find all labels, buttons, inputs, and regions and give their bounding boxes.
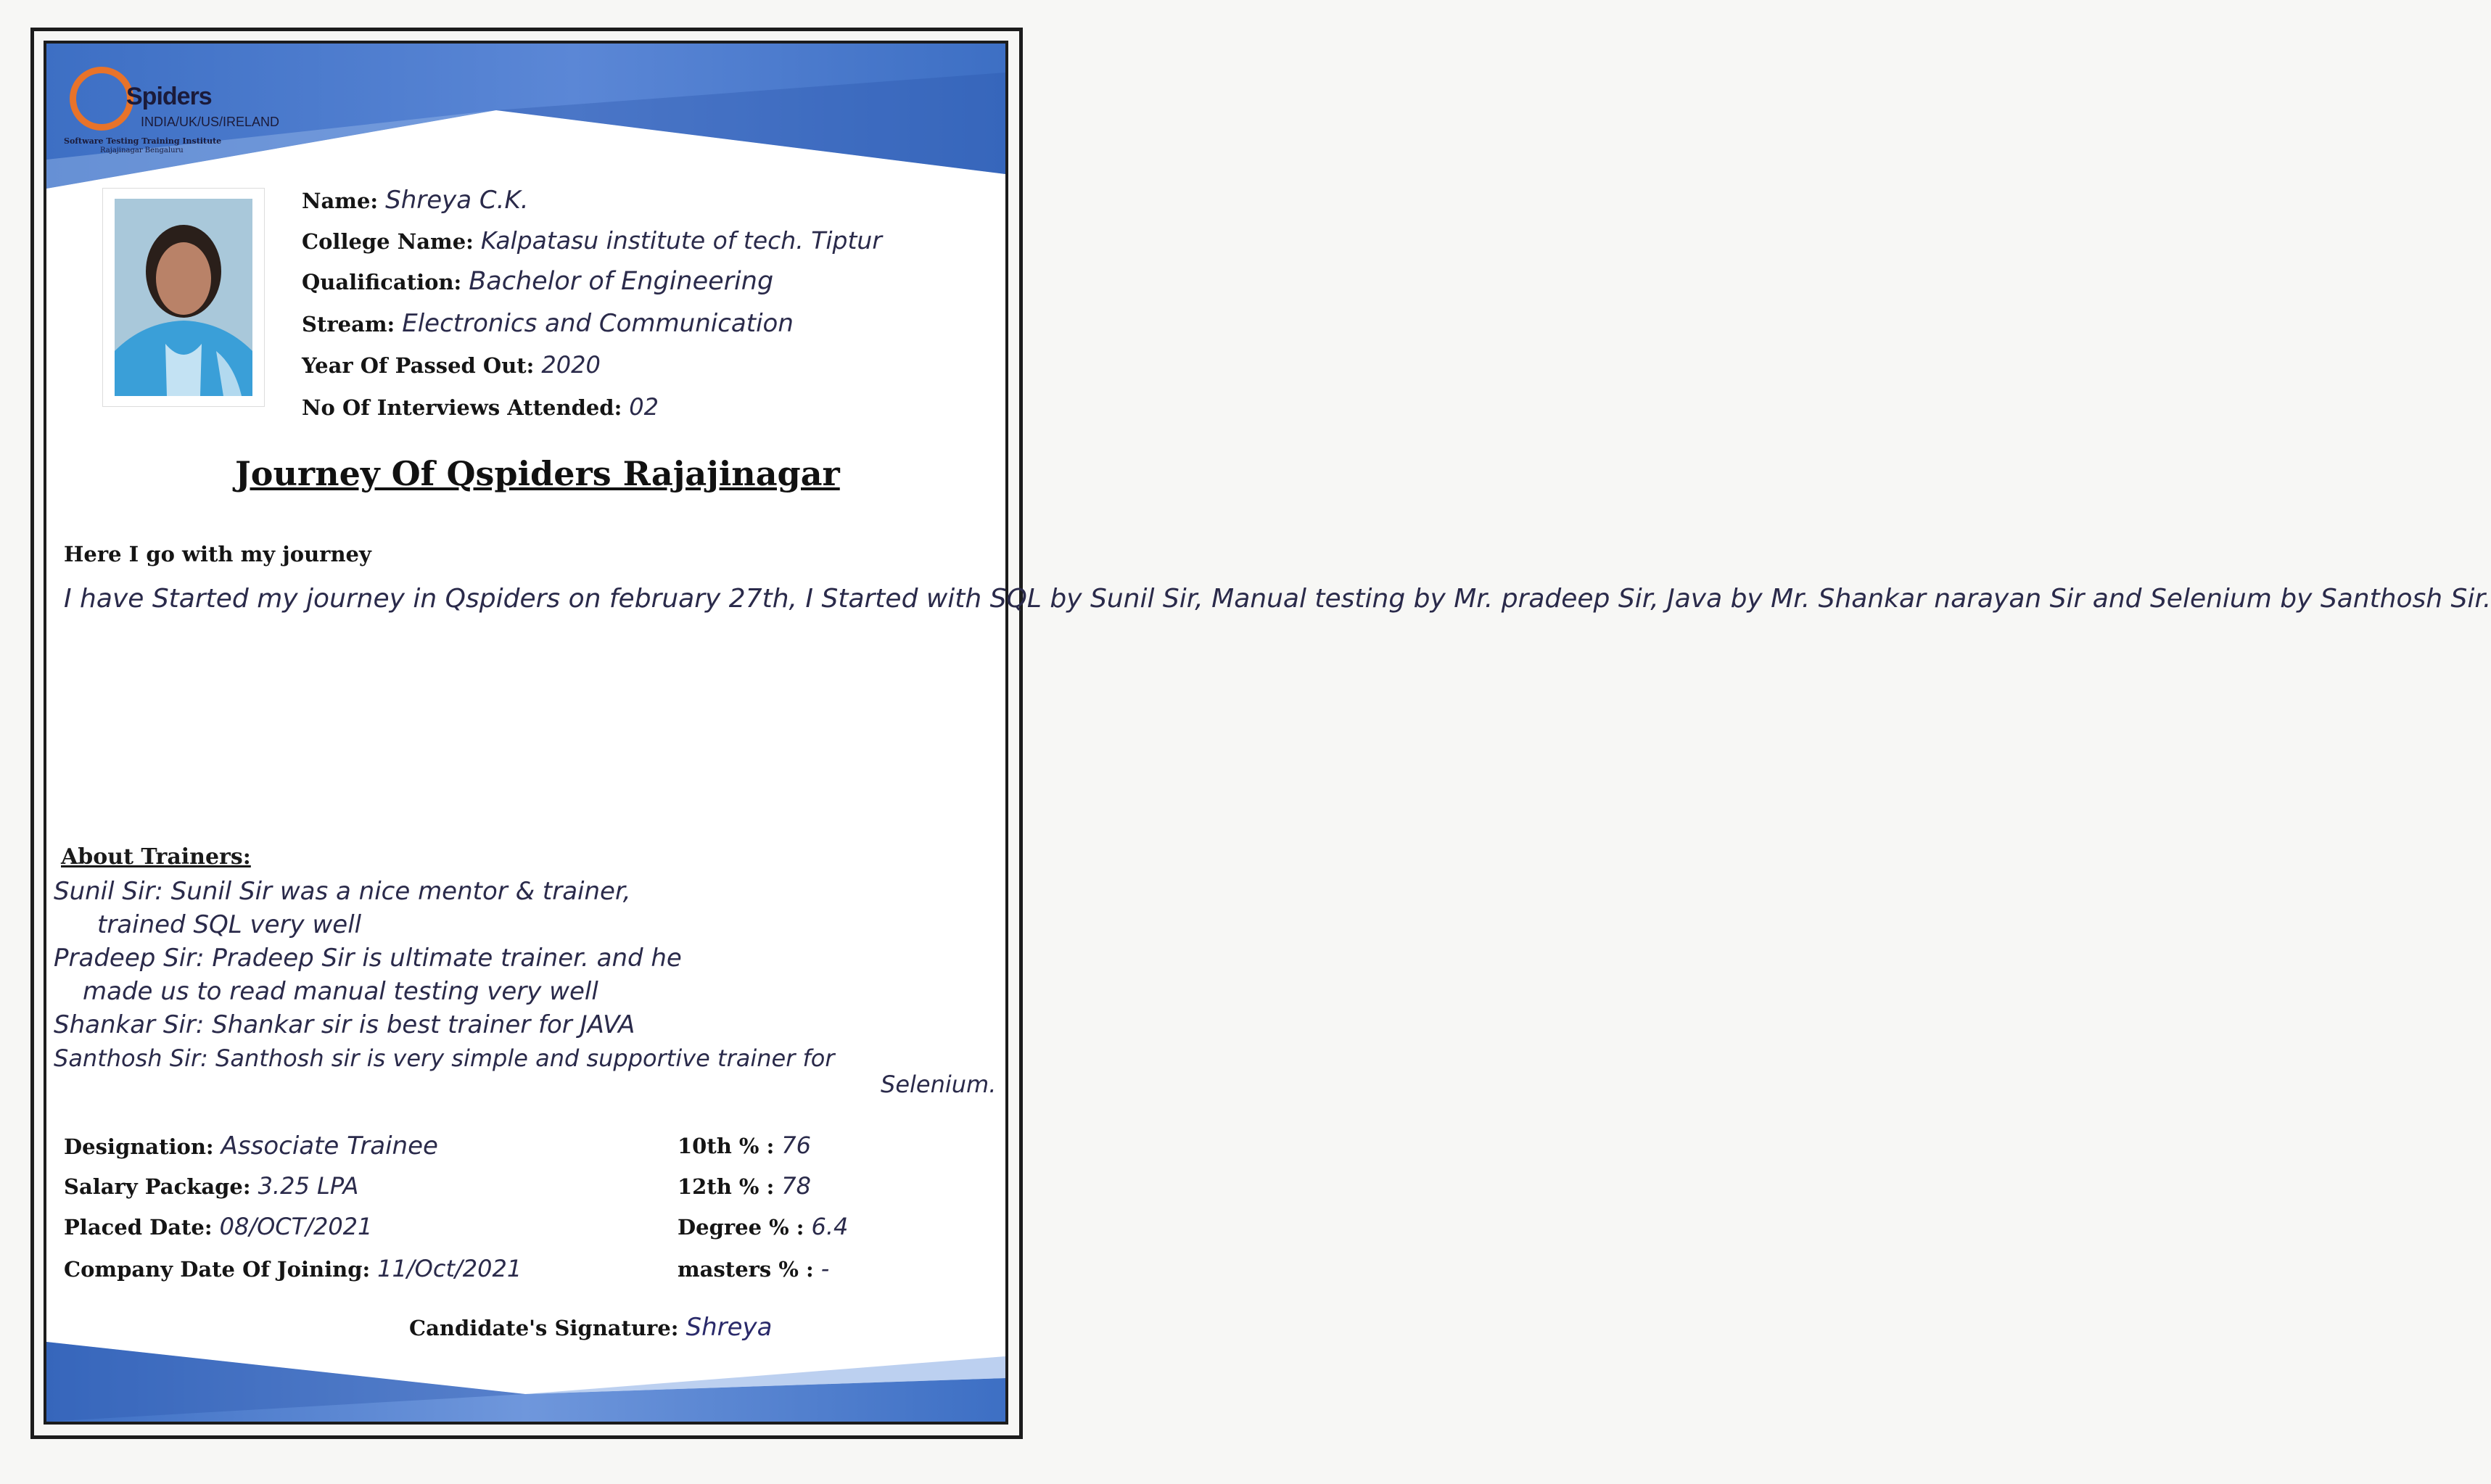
trainer-line: Selenium.	[881, 1071, 997, 1098]
about-trainers-heading: About Trainers:	[61, 844, 251, 870]
signature-mark: Shreya	[685, 1313, 773, 1342]
salary-label: Salary Package:	[64, 1174, 251, 1199]
twelfth-value: 78	[781, 1172, 812, 1200]
twelfth-row	[678, 1172, 811, 1200]
degree-value: 6.4	[811, 1213, 849, 1240]
masters-value: -	[820, 1255, 830, 1282]
signature-label: Candidate's Signature:	[409, 1316, 679, 1340]
joining-date-value: 11/Oct/2021	[377, 1255, 522, 1282]
tenth-label: 10th % :	[678, 1134, 775, 1158]
trainer-line: Santhosh Sir: Santhosh sir is very simple and supportive trainer for	[54, 1044, 835, 1072]
college-row	[302, 226, 882, 255]
salary-value: 3.25 LPA	[258, 1172, 359, 1200]
designation-value: Associate Trainee	[221, 1131, 438, 1161]
trainer-line: Pradeep Sir: Pradeep Sir is ultimate trainer. and he	[54, 944, 682, 973]
name-value: Shreya C.K.	[385, 186, 529, 215]
interviews-row	[302, 393, 659, 421]
qspiders-logo	[59, 51, 292, 160]
masters-row	[678, 1255, 829, 1282]
logo-brand: Spiders	[126, 83, 212, 110]
journey-paragraph	[64, 531, 2491, 622]
salary-row	[64, 1172, 358, 1200]
trainers-list	[54, 875, 997, 1101]
qualification-value: Bachelor of Engineering	[469, 267, 774, 296]
tenth-value: 76	[781, 1131, 812, 1159]
degree-label: Degree % :	[678, 1215, 804, 1240]
bottom-band	[46, 1335, 1005, 1422]
stream-value: Electronics and Communication	[402, 309, 794, 338]
college-value: Kalpatasu institute of tech. Tiptur	[480, 226, 882, 255]
trainer-line: trained SQL very well	[97, 910, 362, 939]
qualification-label: Qualification:	[302, 270, 462, 294]
logo-tagline: Software Testing Training Institute	[64, 136, 222, 146]
year-row	[302, 351, 601, 379]
placed-date-row	[64, 1213, 372, 1240]
trainer-line: Shankar Sir: Shankar sir is best trainer for JAVA	[54, 1010, 635, 1039]
year-value: 2020	[541, 351, 601, 379]
placed-date-value: 08/OCT/2021	[219, 1213, 373, 1240]
twelfth-label: 12th % :	[678, 1174, 775, 1199]
journey-text: I have Started my journey in Qspiders on february 27th, I Started with SQL by Sunil Sir, Manual testing by Mr. pradeep Sir, Java by Mr. Shankar narayan Sir and Selenium by Santhosh Sir.	[64, 584, 2491, 614]
logo-locations: INDIA/UK/US/IRELAND	[141, 115, 280, 129]
page-title: Journey Of Qspiders Rajajinagar	[235, 454, 840, 493]
portrait-image	[115, 199, 252, 396]
interviews-label: No Of Interviews Attended:	[302, 395, 622, 420]
trainer-line: made us to read manual testing very well	[83, 977, 598, 1006]
designation-row	[64, 1131, 438, 1161]
candidate-photo	[103, 189, 264, 406]
interviews-value: 02	[629, 393, 659, 421]
year-label: Year Of Passed Out:	[302, 353, 535, 378]
trainer-line: Sunil Sir: Sunil Sir was a nice mentor & trainer,	[54, 877, 631, 906]
stream-row	[302, 309, 794, 338]
journey-intro-label: Here I go with my journey	[64, 542, 371, 566]
joining-date-label: Company Date Of Joining:	[64, 1257, 371, 1282]
logo-branch: Rajajinagar Bengaluru	[100, 147, 184, 154]
joining-date-row	[64, 1255, 522, 1282]
designation-label: Designation:	[64, 1134, 214, 1159]
stream-label: Stream:	[302, 312, 395, 337]
college-label: College Name:	[302, 229, 474, 254]
placed-date-label: Placed Date:	[64, 1215, 213, 1240]
logo-q-ring	[70, 67, 133, 131]
name-row	[302, 186, 529, 215]
qualification-row	[302, 267, 773, 296]
tenth-row	[678, 1131, 811, 1159]
certificate-page	[44, 41, 2491, 1425]
masters-label: masters % :	[678, 1257, 814, 1282]
degree-row	[678, 1213, 848, 1240]
name-label: Name:	[302, 189, 379, 213]
